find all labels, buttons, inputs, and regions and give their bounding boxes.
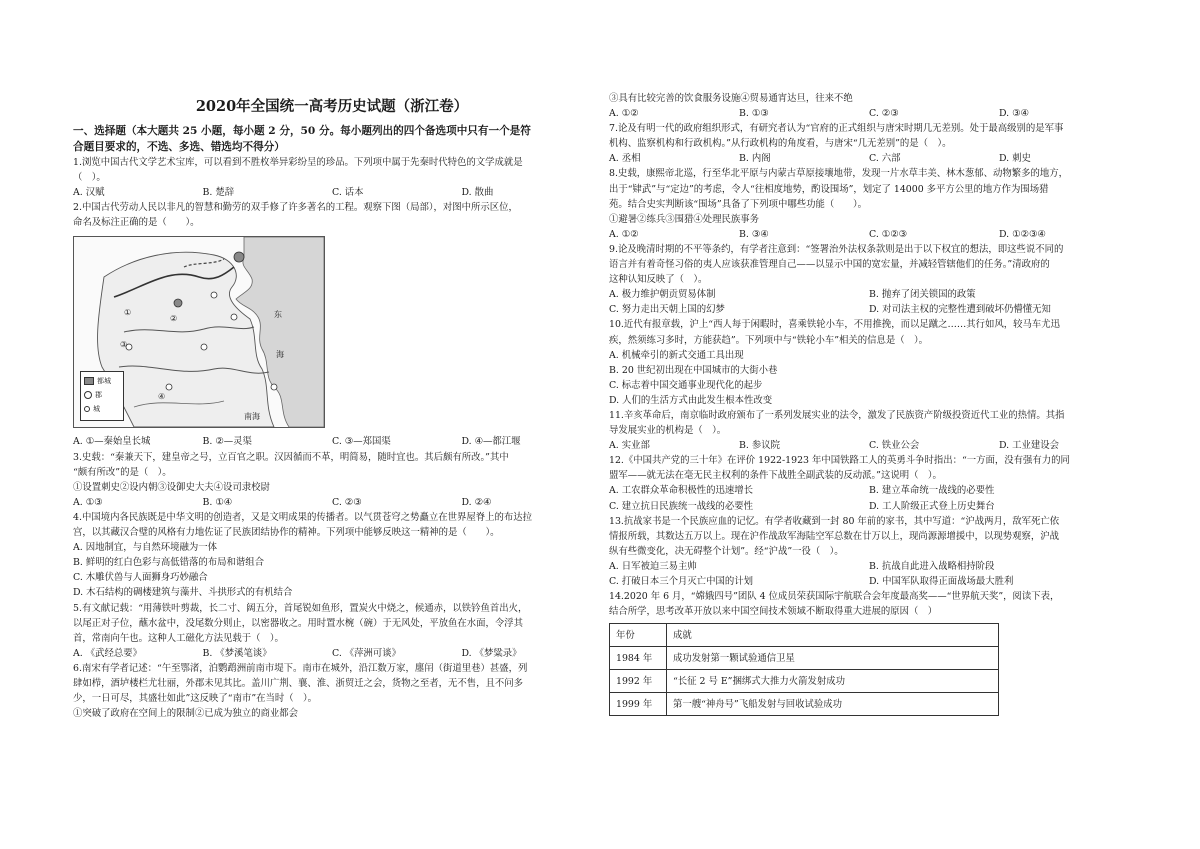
question-7 [609, 121, 1129, 166]
answer-options [609, 438, 1129, 453]
option-d[interactable]: D. ③④ [999, 108, 1029, 120]
option-d[interactable]: D. 对司法主权的完整性遭到破坏仍懵懂无知 [869, 304, 1051, 316]
table-header-achievement: 成就 [667, 624, 999, 647]
question-text: 9.论及晚清时期的不平等条约，有学者注意到：“签署治外法权条款则是出于以下权宜的想法，即这些说不同的 [609, 243, 1064, 255]
answer-options [609, 151, 1129, 166]
option-b[interactable]: B. 建立革命统一战线的必要性 [869, 485, 995, 497]
question-14 [609, 589, 1129, 716]
option-d[interactable]: D. 工业建设会 [999, 440, 1060, 452]
table-cell-achievement: “长征 2 号 E”捆绑式大推力火箭发射成功 [667, 670, 999, 693]
question-text: 机构、监察机构和行政机构。”从行政机构的角度看，与唐宋“几无差别”的是（ ）。 [609, 138, 952, 150]
achievement-table [609, 623, 999, 716]
option-d[interactable]: D. 木石结构的碉楼建筑与藻井、斗拱形式的有机结合 [73, 587, 293, 599]
option-b[interactable]: B. ②—灵渠 [202, 436, 252, 448]
answer-options [609, 302, 1129, 317]
option-d[interactable]: D. 工人阶级正式登上历史舞台 [869, 500, 995, 512]
question-text: ①避暑②练兵③围猎④处理民族事务 [609, 213, 760, 225]
question-text: 语言并有着奇怪习俗的夷人应该获准管理自己——以显示中国的宽宏量，并减轻管辖他们的任务。”清政府的 [609, 259, 1050, 271]
option-a[interactable]: A. 因地制宜，与自然环境融为一体 [73, 542, 217, 554]
option-b[interactable]: B. 20 世纪初出现在中国城市的大街小巷 [609, 364, 778, 376]
answer-options [609, 499, 1129, 514]
question-4 [73, 510, 591, 601]
option-b[interactable]: B. 参议院 [739, 440, 780, 452]
legend-label: 都城 [97, 377, 111, 386]
option-a[interactable]: A. 工农群众革命积极性的迅速增长 [609, 485, 753, 497]
question-text: 13.抗战家书是一个民族应血的记忆。有学者收藏到一封 80 年前的家书，其中写道：“沪战两月，敌军死亡依 [609, 515, 1060, 527]
option-d[interactable]: D. 人们的生活方式由此发生根本性改变 [609, 394, 773, 406]
table-row [610, 647, 999, 670]
legend-label: 城 [93, 405, 100, 414]
option-b[interactable]: B. ③④ [739, 228, 769, 240]
question-text: 这种认知反映了（ ）。 [609, 274, 708, 286]
legend-label: 郡 [95, 391, 102, 400]
option-a[interactable]: A. ①③ [73, 496, 103, 508]
option-b[interactable]: B. 楚辞 [202, 187, 235, 199]
question-text: 10.近代有报章载，沪上“西人每于闲暇时，喜乘铁轮小车，不用推挽，而以足蹴之……其行如风，较马车尤迅 [609, 319, 1060, 331]
option-a[interactable]: A. ①② [609, 228, 639, 240]
answer-options [73, 495, 591, 510]
option-c[interactable]: C. ③—郑国渠 [332, 436, 391, 448]
question-1 [73, 155, 591, 200]
option-a[interactable]: A. 极力维护朝贡贸易体制 [609, 289, 716, 301]
option-b[interactable]: B. 鲜明的红白色彩与高低错落的布局和谐组合 [73, 557, 264, 569]
question-13 [609, 514, 1129, 589]
option-b[interactable]: B. ①④ [202, 496, 233, 508]
answer-options [609, 483, 1129, 498]
question-9 [609, 242, 1129, 317]
option-a[interactable]: A. 汉赋 [73, 187, 105, 199]
table-row [610, 670, 999, 693]
option-a[interactable]: A. 机械牵引的新式交通工具出现 [609, 349, 744, 361]
option-b[interactable]: B. ①③ [739, 108, 769, 120]
capital-symbol-icon [84, 377, 94, 385]
table-cell-year: 1999 年 [610, 693, 667, 716]
question-6 [73, 661, 591, 721]
left-column [73, 0, 591, 721]
answer-options [73, 646, 591, 661]
table-row [610, 693, 999, 716]
question-text: 苑。结合史实判断该“围场”具备了下列项中哪些功能（ ）。 [609, 198, 868, 210]
question-text: （ ）。 [73, 172, 106, 184]
question-text: 肆如栉，酒垆楼栏尤壮丽，外郡未见其比。盖川广荆、襄、淮、浙贸迁之会，货物之至者，无不售，且不问多 [73, 677, 524, 689]
table-cell-achievement: 成功发射第一颗试验通信卫星 [667, 647, 999, 670]
question-text: 12.《中国共产党的三十年》在评价 1922-1923 年中国铁路工人的英勇斗争时指出：“一方面，没有强有力的同 [609, 455, 1070, 467]
question-text: 7.论及有明一代的政府组织形式，有研究者认为“官府的正式组织与唐宋时期几无差别。处于最高级别的是军事 [609, 123, 1064, 135]
option-c[interactable]: C. ②③ [869, 108, 899, 120]
option-c[interactable]: C. 木雕伏兽与人面狮身巧妙融合 [73, 572, 208, 584]
question-text: 以尾正对子位，蘸水盆中，没尾数分则止，以密器收之。用时置水椀（碗）于无风处，平放鱼在水面，令浮其 [73, 617, 524, 629]
map-label-hai: 海 [276, 350, 284, 360]
map-legend [80, 371, 124, 421]
option-c[interactable]: C. 打破日本三个月灭亡中国的计划 [609, 576, 754, 587]
option-d[interactable]: D. 《梦粱录》 [461, 647, 522, 659]
question-10 [609, 317, 1129, 408]
page-title: 2020年全国统一高考历史试题（浙江卷） [195, 98, 469, 115]
question-8 [609, 166, 1129, 241]
option-c[interactable]: C. 努力走出天朝上国的幻梦 [609, 304, 725, 316]
option-c[interactable]: C. 《萍洲可谈》 [332, 647, 402, 659]
question-5 [73, 601, 591, 661]
question-text: 11.辛亥革命后，南京临时政府颁布了一系列发展实业的法令，激发了民族资产阶级投资近代工业的热情。其指 [609, 409, 1065, 421]
question-text: 14.2020 年 6 月，“嫦娥四号”团队 4 位成员荣获国际宇航联合会年度最高奖——“世界航天奖”，阅读下表， [609, 591, 1060, 603]
map-marker-4: ④ [158, 392, 166, 402]
option-b[interactable]: B. 《梦溪笔谈》 [202, 647, 272, 659]
question-text: 8.史载，康熙帝北巡，行至华北平原与内蒙古草原接壤地带，发现一片水草丰美、林木葱郁、动物繁多的地方， [609, 168, 1068, 180]
map-label-south-sea: 南海 [244, 412, 260, 422]
question-text: 首，常南向午也。这种人工磁化方法见载于（ ）。 [73, 632, 284, 644]
map-label-dong: 东 [274, 310, 282, 320]
question-text: 6.南宋有学者记述：“午至鄂渚，泊鹦鹉洲前南市堤下。南市在城外，沿江数万家，廛闬（街道里巷）甚盛，列 [73, 662, 528, 674]
section-heading-line-2: 合题目要求的，不选、多选、错选均不得分） [73, 141, 285, 153]
table-header-row [610, 624, 999, 647]
question-text: 少，一日可尽，其盛壮如此”这反映了“南市”在当时（ ）。 [73, 693, 318, 705]
option-d[interactable]: D. ④—都江堰 [461, 436, 521, 448]
question-text: 疾，然须练习多时，方能获趋”。下列项中与“铁轮小车”相关的信息是（ ）。 [609, 334, 929, 346]
answer-options [73, 185, 591, 200]
question-text: 2.中国古代劳动人民以非凡的智慧和勤劳的双手修了许多著名的工程。观察下图（局部），对图中所示区位， [73, 202, 518, 214]
option-d[interactable]: D. 散曲 [461, 187, 494, 199]
question-text: 情报所载，其数达五万以上。现在沪作战敌军海陆空军总数在廿万以上，现尚源源增援中，以现势观察，沪战 [609, 530, 1060, 542]
option-a[interactable]: A. ①② [609, 108, 639, 120]
answer-options [73, 434, 591, 449]
right-column [609, 0, 1129, 716]
question-text: “颇有所改”的是（ ）。 [73, 466, 172, 478]
answer-options [609, 227, 1129, 242]
option-a[interactable]: A. 丞相 [609, 153, 641, 165]
answer-options [609, 574, 1129, 589]
question-text: 3.史载：“秦兼天下，建皇帝之号，立百官之职。汉因循而不革，明简易，随时宜也。其后颇有所改。”其中 [73, 451, 509, 463]
question-text: ①突破了政府在空间上的限制②已成为独立的商业都会 [73, 708, 299, 720]
section-heading-line-1: 一、选择题（本大题共 25 小题，每小题 2 分，50 分。每小题列出的四个备选项中只有一个是符 [73, 125, 531, 137]
map-marker-2: ② [170, 314, 178, 324]
historical-map [73, 236, 325, 428]
option-b[interactable]: B. 抗战自此进入战略相持阶段 [869, 560, 995, 572]
option-a[interactable]: A. 实业部 [609, 440, 650, 452]
question-text: 结合所学，思考改革开放以来中国空间技术领域不断取得重大进展的原因（ ） [609, 606, 938, 618]
question-11 [609, 408, 1129, 453]
option-c[interactable]: C. ①②③ [869, 228, 908, 240]
option-b[interactable]: B. 抛弃了闭关锁国的政策 [869, 289, 976, 301]
option-c[interactable]: C. 铁业公会 [869, 440, 920, 452]
map-marker-1: ① [124, 308, 132, 318]
option-d[interactable]: D. 中国军队取得正面战场最大胜利 [869, 576, 1014, 587]
question-12 [609, 453, 1129, 513]
question-3 [73, 450, 591, 510]
question-text: 导发展实业的机构是（ ）。 [609, 425, 727, 437]
option-c[interactable]: C. 标志着中国交通事业现代化的起步 [609, 379, 763, 391]
option-c[interactable]: C. 六部 [869, 153, 901, 165]
answer-options [609, 287, 1129, 302]
city-symbol-icon [84, 406, 90, 412]
option-a[interactable]: A. ①—秦始皇长城 [73, 436, 151, 448]
question-text: ①设置刺史②设内朝③设御史大夫④设司隶校尉 [73, 481, 270, 493]
option-c[interactable]: C. ②③ [332, 496, 362, 508]
table-header-year: 年份 [610, 624, 667, 647]
question-text: 出于“肄武”与“定边”的考虑，令人“往相度地势，酌设围场”，划定了 14000 多平方公里的地方作为围场猎 [609, 183, 1049, 195]
option-a[interactable]: A. 日军被迫三易主帅 [609, 560, 697, 572]
table-cell-achievement: 第一艘“神舟号”飞船发射与回收试验成功 [667, 693, 999, 716]
question-text: 宫，以其藏汉合璧的风格有力地佐证了民族团结协作的精神。下列项中能够反映这一精神的是（ ）。 [73, 527, 500, 539]
answer-options [609, 559, 1129, 574]
question-text: ③具有比较完善的饮食服务设施④贸易通宵达旦，往来不绝 [609, 93, 853, 104]
option-c[interactable]: C. 建立抗日民族统一战线的必要性 [609, 500, 754, 512]
question-text: 纵有些微变化，决无碍整个计划”。经“沪战”一役（ ）。 [609, 545, 844, 557]
option-c[interactable]: C. 话本 [332, 187, 364, 199]
map-marker-3: ③ [120, 340, 128, 350]
table-cell-year: 1992 年 [610, 670, 667, 693]
question-text: 4.中国境内各民族既是中华文明的创造者，又是文明成果的传播者。以气贯苍穹之势矗立在世界屋脊上的布达拉 [73, 511, 532, 523]
question-text: 1.浏览中国古代文学艺术宝库，可以看到不胜枚举异彩纷呈的珍品。下列项中属于先秦时代特色的文学成就是 [73, 157, 523, 168]
answer-options [609, 106, 1129, 121]
commandery-symbol-icon [84, 391, 92, 399]
option-b[interactable]: B. 内阁 [739, 153, 771, 165]
question-text: 5.有文献记载：“用薄铁叶剪裁，长二寸、阔五分，首尾锐如鱼形，置炭火中烧之，候通赤，以铁钤鱼首出火， [73, 602, 528, 614]
question-text: 盟军——就无法在毫无民主权利的条件下战胜全副武装的反动派。”这说明（ ）。 [609, 470, 942, 482]
option-a[interactable]: A. 《武经总要》 [73, 647, 142, 659]
option-d[interactable]: D. ②④ [461, 496, 492, 508]
question-text: 命名及标注正确的是（ ）。 [73, 217, 200, 229]
question-2 [73, 200, 591, 449]
option-d[interactable]: D. 刺史 [999, 153, 1031, 165]
table-cell-year: 1984 年 [610, 647, 667, 670]
option-d[interactable]: D. ①②③④ [999, 228, 1046, 240]
